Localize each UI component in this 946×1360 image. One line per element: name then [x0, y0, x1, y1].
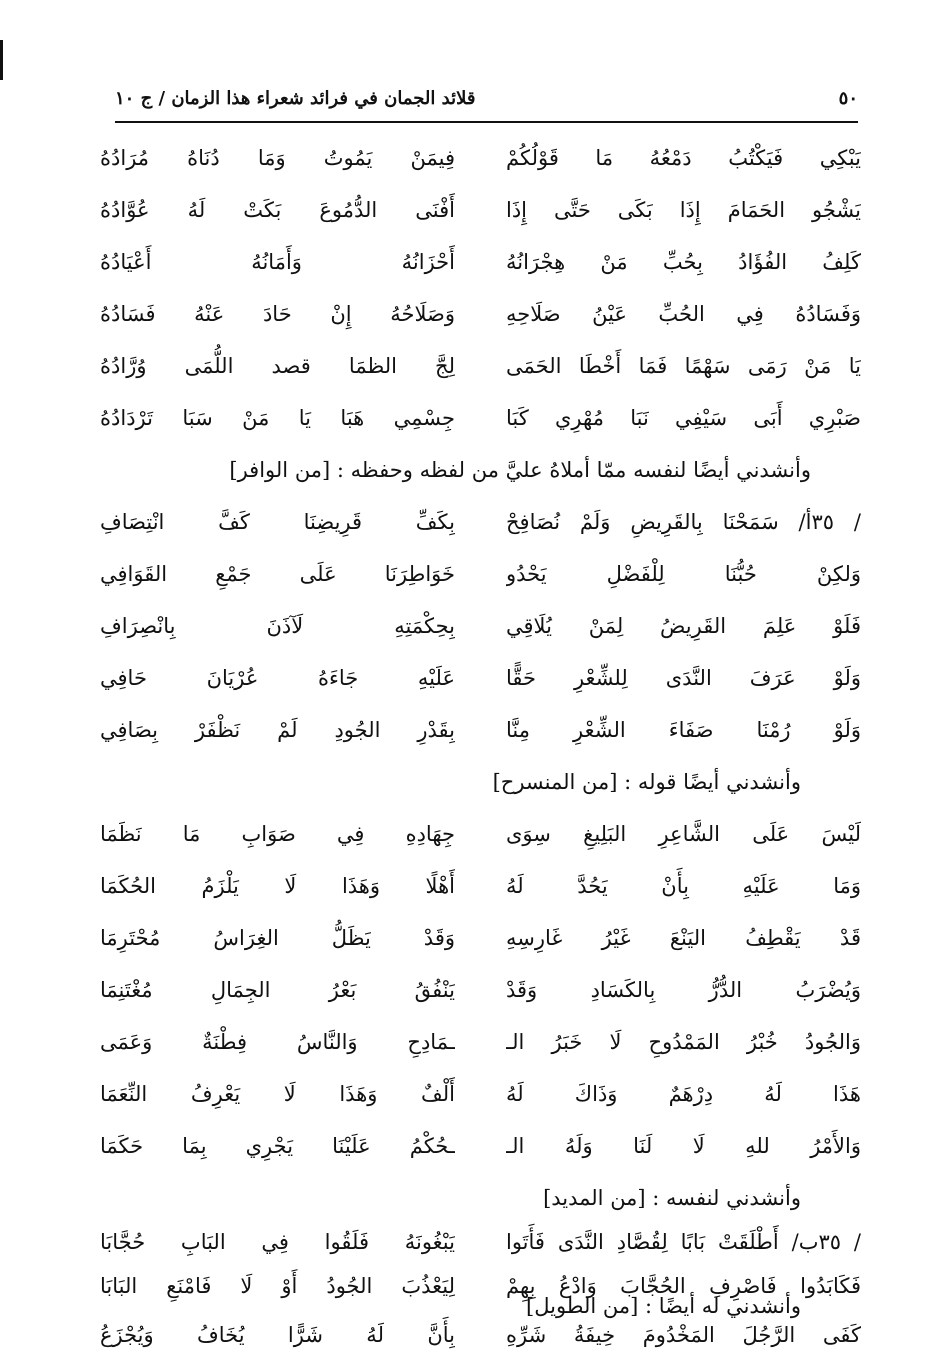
- verse-line: [100, 1017, 861, 1067]
- verse-second-hemistich: لِيَعْذُبَ الجُودُ أَوْ لَا فَامْنَعِ البَابَا: [100, 1274, 455, 1298]
- verse-line: [100, 1217, 861, 1267]
- verse-line: [100, 237, 861, 287]
- verse-line: [100, 653, 861, 703]
- verse-first-hemistich: وَالأَمْرُ للهِ لَا لَنَا وَلَهُ الـ: [506, 1134, 861, 1158]
- verse-second-hemistich: يَنْفُقُ بَعْرُ الجِمَالِ مُغْتَنِمَا: [100, 978, 455, 1002]
- verse-first-hemistich: يَشْجُو الحَمَامَ إِذَا بَكَى حَتَّى إِذَا: [506, 198, 861, 222]
- verse-second-hemistich: جِهَادِهِ فِي صَوَابِ مَا نَظَمَا: [100, 822, 455, 846]
- verse-second-hemistich: فِيمَنْ يَمُوتُ وَمَا دُنَاهُ مُرَادُهُ: [100, 146, 455, 170]
- verse-second-hemistich: بِأَنَّ لَهُ شَرًّا يُخَافُ وَيُجْزَعُ: [100, 1323, 455, 1347]
- verse-second-hemistich: وَصَلَاحُهُ إِنْ حَادَ عَنْهُ فَسَادُهُ: [100, 302, 455, 326]
- verse-first-hemistich: وَمَا عَلَيْهِ بِأَنْ يَحُدَّ لَهُ: [506, 874, 861, 898]
- verse-first-hemistich: وَالجُودُ خُبْرُ المَمْدُوحِ لَا خَبَرُ الـ: [506, 1030, 861, 1054]
- verse-line: [100, 1069, 861, 1119]
- verse-line: [100, 601, 861, 651]
- verse-line: [100, 809, 861, 859]
- verse-line: [100, 185, 861, 235]
- verse-first-hemistich: وَيُضْرَبُ الدُّرُّ بِالكَسَادِ وَقَدْ: [506, 978, 861, 1002]
- verse-second-hemistich: وَقَدْ يَظَلُّ الغِرَاسُ مُحْتَرِمَا: [100, 926, 455, 950]
- verse-line: [100, 393, 861, 443]
- verse-first-hemistich: هَذَا لَهُ دِرْهَمٌ وَذَاكَ لَهُ: [506, 1082, 861, 1106]
- verse-line: [100, 1313, 861, 1357]
- verse-line: [100, 133, 861, 183]
- verse-line: [100, 497, 861, 547]
- verse-second-hemistich: ـحُكْمُ عَلَيْنَا يَجْرِي بِمَا حَكَمَا: [100, 1134, 455, 1158]
- verse-second-hemistich: أَفْنَى الدُّمُوعَ بَكَتْ لَهُ عُوَّادُهُ: [100, 198, 455, 222]
- verse-first-hemistich: وَلَوْ رُمْنَا صَفَاءَ الشِّعْرِ مِنَّا: [506, 718, 861, 742]
- verse-first-hemistich: / ٣٥ب/ أَطْلَقَتْ بَابًا لِقُصَّادِ النَّدَى فَأَتَوا: [506, 1230, 861, 1254]
- verse-second-hemistich: أَهْلًا وَهَذَا لَا يَلْزَمُ الحُكَمَا: [100, 874, 455, 898]
- verse-line: [100, 705, 861, 755]
- running-title: قلائد الجمان في فرائد شعراء هذا الزمان / ج ١٠: [115, 87, 476, 109]
- verse-line: [100, 341, 861, 391]
- page-header: [115, 78, 858, 118]
- verse-second-hemistich: بِقَدْرِ الجُودِ لَمْ نَظْفَرْ بِصَافِي: [100, 718, 455, 742]
- binding-edge-mark: [0, 40, 3, 80]
- verse-line: [100, 861, 861, 911]
- verse-second-hemistich: بِحِكْمَتِهِ لَآذَنَ بِانْصِرَافِ: [100, 614, 455, 638]
- verse-first-hemistich: كَلِفُ الفُؤَادُ بِحُبِّ مَنْ هِجْرَانُهُ: [506, 250, 861, 274]
- verse-first-hemistich: فَلَوْ عَلِمَ القَرِيضُ لِمَنْ يُلَاقِي: [506, 614, 861, 638]
- verse-first-hemistich: لَيْسَ عَلَى الشَّاعِرِ البَلِيغِ سِوَى: [506, 822, 861, 846]
- verse-line: [100, 289, 861, 339]
- verse-line: [100, 913, 861, 963]
- verse-line: [100, 965, 861, 1015]
- verse-line: [100, 549, 861, 599]
- verse-second-hemistich: يَبْغُونَهُ فَلَقُوا فِي البَابِ حُجَّابَا: [100, 1230, 455, 1254]
- verse-first-hemistich: وَفَسَادُهُ فِي الحُبِّ عَيْنُ صَلَاحِهِ: [506, 302, 861, 326]
- verse-first-hemistich: وَلكِنْ حُبُّنَا لِلْفَضْلِ يَحْدُو: [506, 562, 861, 586]
- section-intro: وأنشدني لنفسه : [من المديد]: [543, 1186, 801, 1210]
- verse-second-hemistich: عَلَيْهِ جَاءَهُ عُرْيَانَ حَافِي: [100, 666, 455, 690]
- verse-first-hemistich: / ٣٥أ/ سَمَحْنَا بِالقَرِيضِ وَلَمْ نُصَافِحْ: [506, 510, 861, 534]
- verse-line: [100, 1121, 861, 1171]
- verse-second-hemistich: جِسْمِي هَبَا يَا مَنْ سَبَا تَرْدَادُهُ: [100, 406, 455, 430]
- verse-first-hemistich: كَفَى الرَّجُلَ المَخْدُومَ خِيفَةُ شَرِّهِ: [506, 1323, 861, 1347]
- verse-second-hemistich: بِكَفِّ قَرِيضِنَا كَفَّ انْتِصَافِ: [100, 510, 455, 534]
- verse-first-hemistich: وَلَوْ عَرَفَ النَّدَى لِلشِّعْرِ حَقًّا: [506, 666, 861, 690]
- section-intro: وأنشدني له أيضًا : [من الطويل]: [526, 1294, 801, 1318]
- verse-first-hemistich: يَا مَنْ رَمَى سَهْمًا فَمَا أَخْطَا الحَمَى: [506, 354, 861, 378]
- verse-second-hemistich: أَحْزَانُهُ وَأَمَانُهُ أَعْيَادُهُ: [100, 250, 455, 274]
- verse-first-hemistich: فَكَابَدُوا فَاصْرِفِ الحُجَّابَ وَادْعُ بِهِمْ: [506, 1274, 861, 1298]
- verse-second-hemistich: أَلْفٌ وَهَذَا لَا يَعْرِفُ النِّعَمَا: [100, 1082, 455, 1106]
- section-intro: وأنشدني أيضًا لنفسه ممّا أملاهُ عليَّ من لفظه وحفظه : [من الوافر]: [229, 458, 811, 482]
- verse-first-hemistich: قَدْ يَقْطِفُ اليَنْعَ غَيْرُ غَارِسِهِ: [506, 926, 861, 950]
- header-rule: [115, 121, 858, 123]
- verse-first-hemistich: يَبْكِي فَيَكْتُبُ دَمْعُهُ مَا قَوْلُكُمْ: [506, 146, 861, 170]
- verse-second-hemistich: ـمَادِحِ وَالنَّاسُ فِطْنَةٌ وَعَمَى: [100, 1030, 455, 1054]
- verse-second-hemistich: خَوَاطِرَنَا عَلَى جَمْعِ القَوَافِي: [100, 562, 455, 586]
- verse-second-hemistich: لِجَّ الظمَا قصد اللُّمَى وُرَّادُهُ: [100, 354, 455, 378]
- section-intro: وأنشدني أيضًا قوله : [من المنسرح]: [492, 770, 801, 794]
- page-number: ٥٠: [838, 87, 858, 109]
- verse-first-hemistich: صَبْرِي أَبَى سَيْفِي نَبَا مُهْرِي كَبَا: [506, 406, 861, 430]
